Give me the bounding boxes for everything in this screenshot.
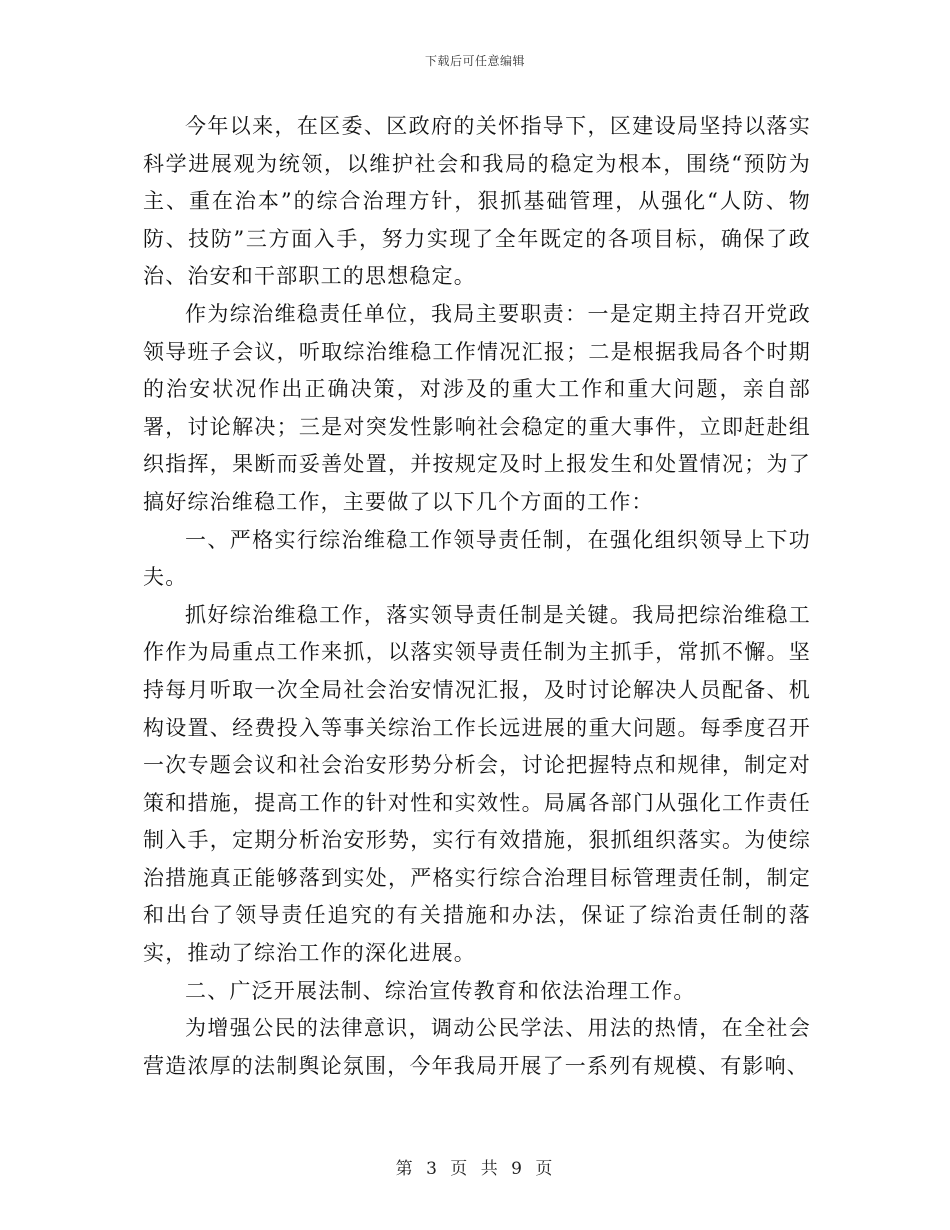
document-body [143,108,811,1085]
section-heading-one: 一、严格实行综治维稳工作领导责任制，在强化组织领导上下功夫。 [143,527,811,590]
section-heading-two: 二、广泛开展法制、综治宣传教育和依法治理工作。 [185,978,696,1003]
page-number: 第 3 页 共 9 页 [395,1159,555,1179]
page-header-note: 下载后可任意编辑 [424,54,525,68]
paragraph-section-one: 抓好综治维稳工作，落实领导责任制是关键。我局把综治维稳工作作为局重点工作来抓，以落实领导责任制为主抓手，常抓不懈。坚持每月听取一次全局社会治安情况汇报，及时讨论解决人员配备、机构设置、经费投入等事关综治工作长远进展的重大问题。每季度召开一次专题会议和社会治安形势分析会，讨论把握特点和规律，制定对策和措施，提高工作的针对性和实效性。局属各部门从强化工作责任制入手，定期分析治安形势，实行有效措施，狠抓组织落实。为使综治措施真正能够落到实处，严格实行综合治理目标管理责任制，制定和出台了领导责任追究的有关措施和办法，保证了综治责任制的落实，推动了综治工作的深化进展。 [143,602,811,966]
paragraph-responsibilities: 作为综治维稳责任单位，我局主要职责：一是定期主持召开党政领导班子会议，听取综治维稳工作情况汇报；二是根据我局各个时期的治安状况作出正确决策，对涉及的重大工作和重大问题，亲自部署，讨论解决；三是对突发性影响社会稳定的重大事件，立即赶赴组织指挥，果断而妥善处置，并按规定及时上报发生和处置情况；为了搞好综治维稳工作，主要做了以下几个方面的工作： [143,301,811,514]
paragraph-section-two: 为增强公民的法律意识，调动公民学法、用法的热情，在全社会营造浓厚的法制舆论氛围，今年我局开展了一系列有规模、有影响、 [143,1016,811,1078]
paragraph-intro: 今年以来，在区委、区政府的关怀指导下，区建设局坚持以落实科学进展观为统领，以维护社会和我局的稳定为根本，围绕“预防为主、重在治本”的综合治理方针，狠抓基础管理，从强化“人防、物防、技防”三方面入手，努力实现了全年既定的各项目标，确保了政治、治安和干部职工的思想稳定。 [143,114,811,289]
